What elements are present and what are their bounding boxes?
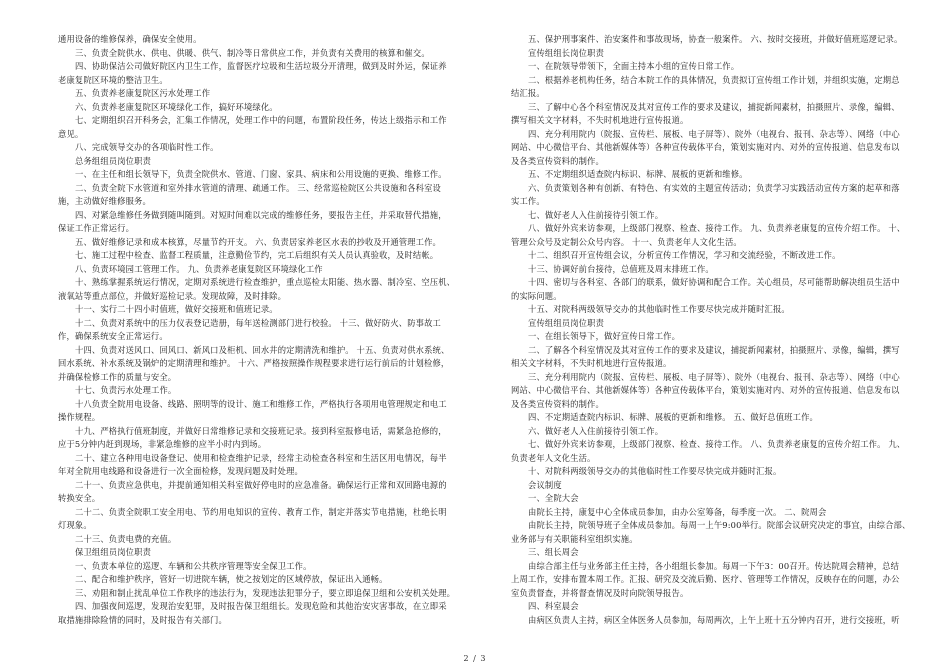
text-line: 作，确保系统安全正常运行。 bbox=[58, 331, 168, 341]
text-line: 二、了解各个科室情况及其对宣传工作的要求及建议，捕捉新闻素材，拍摄照片、录像，编辑，撰写 bbox=[528, 344, 900, 355]
text-line: 五、做好维修记录和成本核算，尽量节约开支。 六、负责居家养老区水表的抄收及开通管理工作。 bbox=[75, 236, 442, 247]
text-line: 二、配合和维护秩序，管好一切进院车辆，使之按划定的区域停放，保证出入通畅。 bbox=[75, 574, 388, 584]
text-line: 灯现象。 bbox=[58, 520, 92, 530]
text-line: 取措施排除险情的同时，及时报告有关部门。 bbox=[58, 614, 227, 625]
text-line: 十一、实行二十四小时值班，做好交接班和值班记录。 bbox=[75, 304, 278, 314]
text-line: 保证工作正常运行。 bbox=[58, 223, 135, 233]
text-line: 十八负责全院用电设备、线路、照明等的设计、施工和维修工作，严格执行各项用电管理规定和电工 bbox=[75, 398, 447, 409]
right-column bbox=[511, 33, 927, 627]
text-line: 四、协助保洁公司做好院区内卫生工作，监督医疗垃圾和生活垃圾分开清理，做到及时外运，保证养 bbox=[75, 61, 447, 71]
text-line: 操作规程。 bbox=[58, 412, 101, 422]
text-line: 会议制度 bbox=[528, 479, 562, 490]
text-line: 相关文字材料，不失时机地进行宣传报道。 bbox=[511, 358, 672, 368]
text-line: 施，主动做好维修服务。 bbox=[58, 196, 151, 206]
text-line: 保卫组组员岗位职责 bbox=[75, 547, 152, 557]
text-line: 结汇报。 bbox=[511, 88, 545, 98]
text-line: 五、不定期组织适查院内标识、标牌、展板的更新和维修。 bbox=[528, 169, 748, 179]
text-line: 一、全院大会 bbox=[528, 493, 579, 503]
text-line: 七、定期组织召开科务会，汇集工作情况，处理工作中的问题，布置阶段任务，传达上级指示和工作 bbox=[75, 115, 447, 125]
text-line: 六、负责策划各种有创新、有特色、有实效的主题宣传活动；负责学习实践活动宣传方案的起草和落 bbox=[528, 182, 900, 193]
text-line: 十七、负责污水处理工作。 bbox=[75, 385, 177, 395]
text-line: 由院长主持，康复中心全体成员参加，由办公室筹备，每季度一次。 二、院周会 bbox=[528, 506, 827, 517]
text-line: 一、负责本单位的巡逻、车辆和公共秩序管理等安全保卫工作。 bbox=[75, 560, 312, 571]
text-line: 一、在组长领导下，做好宣传日常工作。 bbox=[528, 331, 681, 341]
text-line: 四、科室晨会 bbox=[528, 601, 579, 611]
text-line: 四、加强夜间巡逻，发现治安犯罪，及时报告保卫组组长。发现危险和其他治安灾害事故，在立即采 bbox=[75, 601, 447, 611]
text-line: 转换安全。 bbox=[58, 493, 101, 503]
page-number: 2 / 3 bbox=[463, 654, 487, 663]
text-line: 由综合部主任与业务部主任主持，各小组组长参加。每周一下午3：00召开。传达院周会精神，总结 bbox=[528, 560, 900, 571]
text-line: 年对全院用电线路和设备进行一次全面检修，发现问题及时处理。 bbox=[58, 466, 303, 476]
text-line: 六、做好老人入住前接待引领工作。 bbox=[528, 425, 664, 436]
text-line: 二十、建立各种用电设备登记、使用和检查维护记录，经常主动检查各科室和生活区用电情况，每半 bbox=[75, 452, 447, 463]
text-line: 意见。 bbox=[58, 128, 84, 139]
text-line: 业务部与有关职能科室组织实施。 bbox=[511, 533, 638, 544]
text-line: 五、保护刑事案件、治安案件和事故现场，协查一般案件。 六、按时交接班，并做好值班巡逻记录。 bbox=[528, 34, 903, 44]
text-line: 的实际问题。 bbox=[511, 290, 562, 301]
text-line: 四、不定期适查院内标识、标牌、展板的更新和维修。 五、做好总值班工作。 bbox=[528, 412, 818, 422]
text-line: 三、充分利用院内（院报、宣传栏、展板、电子屏等）、院外（电视台、报刊、杂志等）、网络（中心 bbox=[528, 371, 900, 382]
text-line: 二十三、负责电费的充值。 bbox=[75, 533, 177, 544]
text-line: 二十二、负责全院职工安全用电、节约用电知识的宣传、教育工作，制定并落实节电措施，杜绝长明 bbox=[75, 506, 447, 517]
text-line: 六、负责养老康复院区环境绿化工作，搞好环境绿化。 bbox=[75, 101, 278, 112]
text-line: 三、组长周会 bbox=[528, 547, 579, 557]
text-line: 上周工作，安排布置本周工作。汇报、研究及交流后勤、医疗、管理等工作情况，反映存在的问题，办公 bbox=[511, 574, 900, 584]
text-line: 宣传组组员岗位职责 bbox=[528, 317, 605, 328]
text-line: 三、劝阻和制止扰乱单位工作秩序的违法行为，发现违法犯罪分子，要立即追保卫组和公安机关处理。 bbox=[75, 587, 456, 598]
text-line: 由院长主持，院领导班子全体成员参加。每周一上午9:00举行。院部会议研究决定的事宜，由综合部、 bbox=[528, 520, 911, 530]
text-line: 由病区负责人主持，病区全体医务人员参加，每周两次，上午上班十五分钟内召开，进行交接班，听 bbox=[528, 614, 900, 625]
text-line: 八、负责环境园工管理工作。 九、负责养老康复院区环境绿化工作 bbox=[75, 263, 323, 274]
text-line: 老康复院区环境的整洁卫生。 bbox=[58, 74, 168, 85]
text-line: 通用设备的维修保养，确保安全使用。 bbox=[58, 34, 202, 44]
text-line: 十九、严格执行值班制度，并做好日常维修记录和交接班记录。接到科室报修电话，需紧急抢修的， bbox=[75, 425, 447, 436]
text-line: 四、对紧急维修任务做到随叫随到。对短时间难以完成的维修任务，要报告主任，并采取替代措施， bbox=[75, 209, 447, 220]
text-line: 十二、负责对系统中的压力仪表登记造册，每年送检测部门进行校验。 十三、做好防火、防事故工 bbox=[75, 317, 442, 328]
text-line: 网站、中心微信平台、其他新媒体等）各种宣传载体平台，策划实施对内、对外的宣传报道、信息发布以 bbox=[511, 142, 900, 152]
text-line: 应于5分钟内赶到现场，非紧急维修的应半小时内到场。 bbox=[58, 439, 267, 449]
text-line: 十四、负责对送风口、回风口、新风口及柜机、回水井的定期清洗和维护。 十五、负责对供水系统、 bbox=[75, 344, 450, 355]
text-line: 七、做好老人入住前接待引领工作。 bbox=[528, 209, 664, 220]
text-line: 七、施工过程中检查、监督工程质量，注意勤俭节约，完工后组织有关人员认真验收，及时结帐。 bbox=[75, 250, 439, 260]
text-line: 及各类宣传资料的制作。 bbox=[511, 398, 604, 409]
text-line: 三、了解中心各个科室情况及其对宣传工作的要求及建议，捕捉新闻素材，拍摄照片、录像，编辑、 bbox=[528, 101, 900, 112]
text-line: 总务组组员岗位职责 bbox=[75, 155, 152, 166]
text-line: 十五、对院科两级领导交办的其他临时性工作要尽快完成并随时汇报。 bbox=[528, 304, 790, 314]
text-line: 管理公众号及定制公众号内容。 十一、负责老年人文化生活。 bbox=[511, 236, 742, 247]
text-line: 回水系统、补水系统及锅炉的定期清理和维护。 十六、严格按照操作规程要求进行运行前后的计划检修， bbox=[58, 358, 450, 368]
text-line: 三、负责全院供水、供电、供暖、供气、制冷等日常供应工作，并负责有关费用的核算和催交。 bbox=[75, 47, 430, 58]
text-line: 八、做好外宾来访参观，上级部门视察、检查、接待工作。 九、负责养老康复的宣传介绍工作。 十、 bbox=[528, 223, 906, 233]
text-line: 十三、协调好前台接待，总值班及周末排班工作。 bbox=[528, 263, 714, 274]
text-line: 十四、密切与各科室、各部门的联系，做好协调和配合工作。关心组员，尽可能帮助解决组员生活中 bbox=[528, 277, 900, 287]
text-line: 十二、组织召开宣传组会议，分析宣传工作情况，学习和交流经验，不断改进工作。 bbox=[528, 250, 841, 260]
left-column bbox=[58, 33, 474, 627]
text-line: 八、完成领导交办的各项临时性工作。 bbox=[75, 142, 219, 152]
text-line: 撰写相关文字材料，不失时机地进行宣传报道。 bbox=[511, 115, 689, 125]
text-line: 一、在院领导带领下，全面主持本小组的宣传日常工作。 bbox=[528, 61, 740, 71]
text-line: 实工作。 bbox=[511, 196, 545, 206]
text-line: 室负责督查，并将督查情况及时向院领导报告。 bbox=[511, 587, 689, 598]
text-line: 七、做好外宾来访参观，上级部门视察、检查、接待工作。 八、负责养老康复的宣传介绍工作。 九、 bbox=[528, 439, 906, 449]
text-line: 宣传组组长岗位职责 bbox=[528, 47, 605, 58]
text-line: 液氧站等重点部位，并做好巡检记录。发现故障，及时排除。 bbox=[58, 290, 287, 301]
text-line: 二十一、负责应急供电，并提前通知相关科室做好停电时的应急准备。确保运行正常和双回路电源的 bbox=[75, 479, 447, 490]
text-line: 负责老年人文化生活。 bbox=[511, 452, 596, 463]
text-line: 五、负责养老康复院区污水处理工作 bbox=[75, 88, 211, 98]
text-line: 并确保检修工作的质量与安全。 bbox=[58, 371, 177, 382]
text-line: 二、根据养老机构任务，结合本院工作的具体情况，负责拟订宣传组工作计划，并组织实施，定期总 bbox=[528, 74, 900, 85]
text-line: 四、充分利用院内（院报、宣传栏、展板、电子屏等）、院外（电视台、报刊、杂志等）、网络（中心 bbox=[528, 128, 900, 139]
text-line: 一、在主任和组长领导下，负责全院供水、管道、门窗、家具、病床和公用设施的更换、维修工作。 bbox=[75, 169, 447, 179]
text-line: 二、负责全院下水管道和室外排水管道的清理、疏通工作。 三、经常巡检院区公共设施和各科室设 bbox=[75, 182, 442, 193]
text-line: 及各类宣传资料的制作。 bbox=[511, 155, 604, 166]
text-line: 网站、中心微信平台、其他新媒体等）各种宣传载体平台，策划实施对内、对外的宣传报道、信息发布以 bbox=[511, 385, 900, 395]
text-line: 十、熟练掌握系统运行情况，定期对系统进行检查维护，重点巡检太阳能、热水器、制冷室、空压机、 bbox=[75, 277, 456, 287]
text-line: 十、对院科两级领导交办的其他临时性工作要尽快完成并随时汇报。 bbox=[528, 466, 782, 476]
